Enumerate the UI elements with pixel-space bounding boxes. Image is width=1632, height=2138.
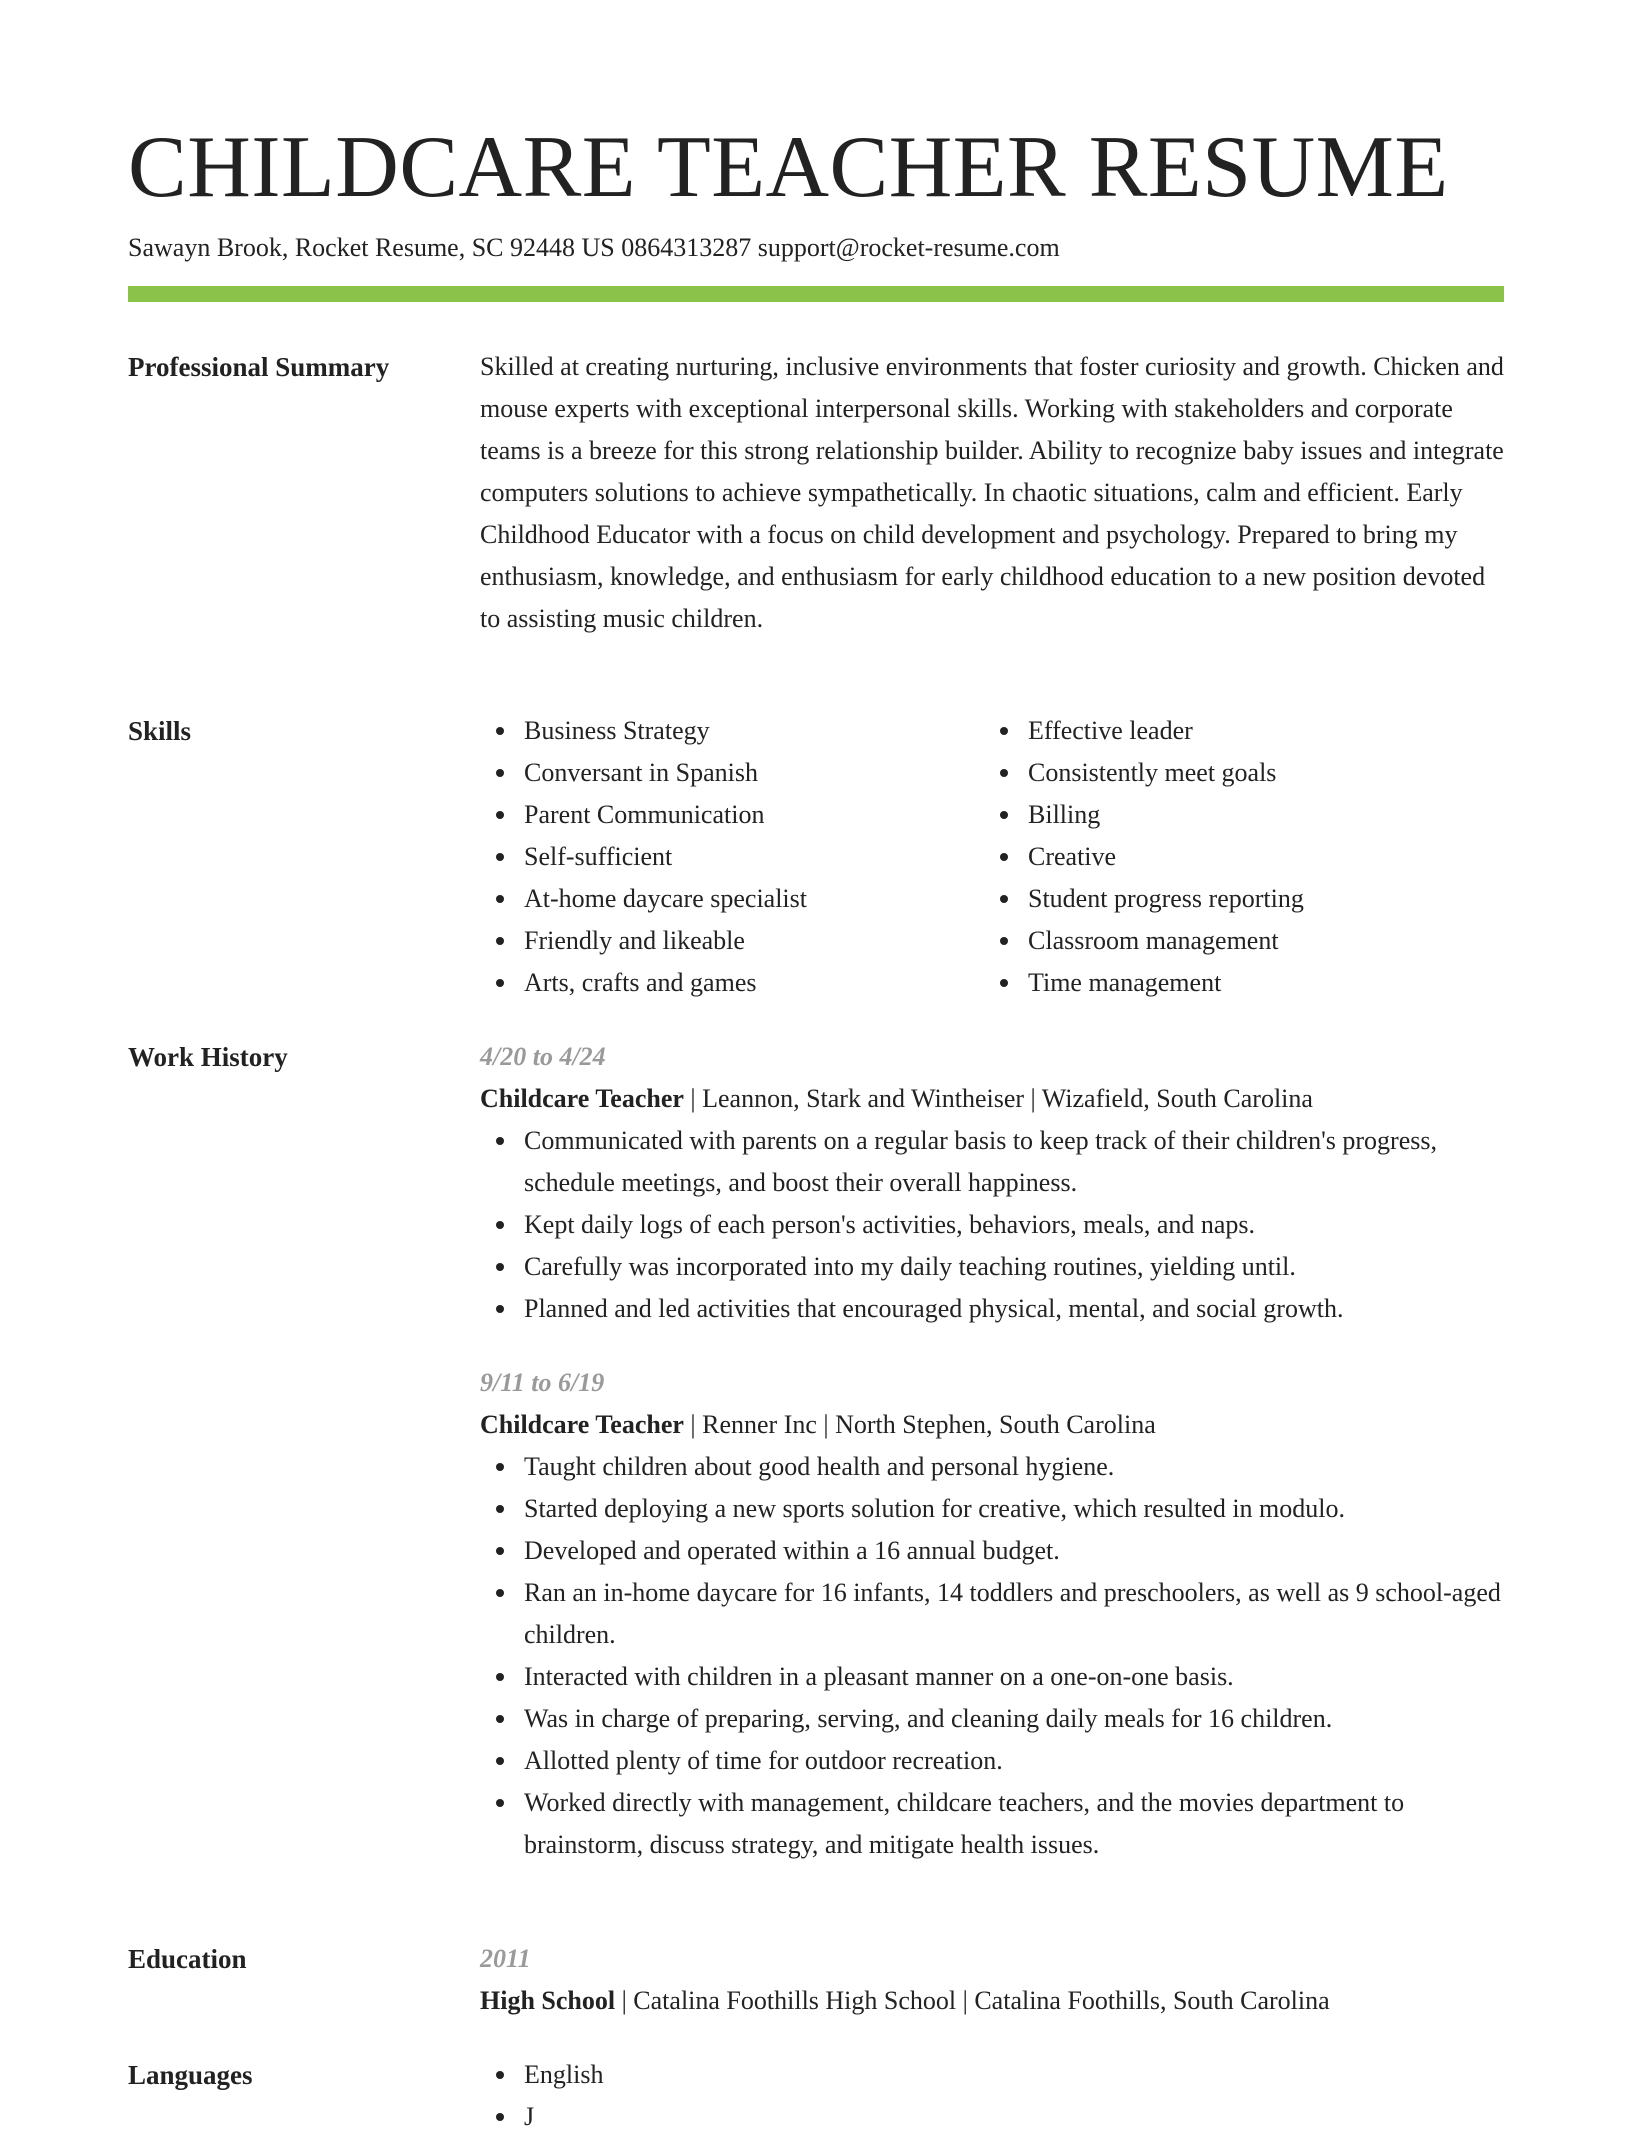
skill-item: At-home daycare specialist <box>480 878 980 920</box>
job-bullet: Allotted plenty of time for outdoor recreation. <box>480 1740 1504 1782</box>
education-details: | Catalina Foothills High School | Catalina Foothills, South Carolina <box>615 1986 1330 2015</box>
job-details: | Leannon, Stark and Wintheiser | Wizafield, South Carolina <box>683 1084 1313 1113</box>
skill-item: Conversant in Spanish <box>480 752 980 794</box>
languages-section <box>128 2054 1504 2131</box>
education-year: 2011 <box>480 1944 531 1973</box>
skill-item: Creative <box>984 836 1484 878</box>
accent-divider <box>128 286 1504 302</box>
education-degree: High School <box>480 1986 616 2015</box>
language-item: English <box>480 2054 1504 2096</box>
job-bullet: Carefully was incorporated into my daily teaching routines, yielding until. <box>480 1246 1504 1288</box>
job-entry <box>480 1036 1504 1330</box>
summary-text: Skilled at creating nurturing, inclusive environments that foster curiosity and growth. Chicken and mouse experts with exceptional interpersonal skills. Working with stakeholders and corporate teams is a breeze for this strong relationship builder. Ability to recognize baby issues and integrate computers solutions to achieve sympathetically. In chaotic situations, calm and efficient. Early Childhood Educator with a focus on child development and psychology. Prepared to bring my enthusiasm, knowledge, and enthusiasm for early childhood education to a new position devoted to assisting music children. <box>480 352 1504 633</box>
skill-item: Parent Communication <box>480 794 980 836</box>
job-bullet: Worked directly with management, childcare teachers, and the movies department to brainstorm, discuss strategy, and mitigate health issues. <box>480 1782 1504 1866</box>
job-bullets <box>480 1120 1504 1330</box>
education-label: Education <box>128 1944 247 1974</box>
contact-line: Sawayn Brook, Rocket Resume, SC 92448 US 0864313287 support@rocket-resume.com <box>128 233 1060 262</box>
job-bullet: Started deploying a new sports solution for creative, which resulted in modulo. <box>480 1488 1504 1530</box>
languages-list <box>480 2054 1504 2138</box>
job-bullet: Kept daily logs of each person's activities, behaviors, meals, and naps. <box>480 1204 1504 1246</box>
languages-label: Languages <box>128 2060 253 2090</box>
resume-title: CHILDCARE TEACHER RESUME <box>128 119 1449 216</box>
skill-item: Effective leader <box>984 710 1484 752</box>
education-section <box>128 1938 1504 2028</box>
job-bullet: Developed and operated within a 16 annual budget. <box>480 1530 1504 1572</box>
summary-section <box>128 346 1504 686</box>
job-details: | Renner Inc | North Stephen, South Carolina <box>683 1410 1156 1439</box>
job-heading <box>480 1078 1504 1120</box>
job-bullet: Ran an in-home daycare for 16 infants, 14 toddlers and preschoolers, as well as 9 school-aged children. <box>480 1572 1504 1656</box>
education-heading <box>480 1980 1504 2022</box>
job-bullet: Interacted with children in a pleasant manner on a one-on-one basis. <box>480 1656 1504 1698</box>
job-title: Childcare Teacher <box>480 1410 684 1439</box>
skill-item: Time management <box>984 962 1484 1004</box>
job-heading <box>480 1404 1504 1446</box>
skills-list-right <box>984 710 1484 1004</box>
language-item: J <box>480 2096 1504 2138</box>
job-title: Childcare Teacher <box>480 1084 684 1113</box>
skills-list-left <box>480 710 980 1004</box>
summary-label: Professional Summary <box>128 352 390 382</box>
skill-item: Self-sufficient <box>480 836 980 878</box>
job-bullets <box>480 1446 1504 1866</box>
job-dates: 9/11 to 6/19 <box>480 1368 605 1397</box>
skill-item: Classroom management <box>984 920 1484 962</box>
job-bullet: Communicated with parents on a regular basis to keep track of their children's progress, schedule meetings, and boost their overall happiness. <box>480 1120 1504 1204</box>
skill-item: Friendly and likeable <box>480 920 980 962</box>
skill-item: Consistently meet goals <box>984 752 1484 794</box>
skill-item: Arts, crafts and games <box>480 962 980 1004</box>
skill-item: Billing <box>984 794 1484 836</box>
job-bullet: Taught children about good health and personal hygiene. <box>480 1446 1504 1488</box>
skill-item: Business Strategy <box>480 710 980 752</box>
skills-section <box>128 710 1504 1010</box>
job-bullet: Was in charge of preparing, serving, and cleaning daily meals for 16 children. <box>480 1698 1504 1740</box>
job-entry <box>480 1362 1504 1866</box>
skill-item: Student progress reporting <box>984 878 1484 920</box>
job-dates: 4/20 to 4/24 <box>480 1042 606 1071</box>
work-history-section <box>128 1036 1504 1916</box>
job-bullet: Planned and led activities that encouraged physical, mental, and social growth. <box>480 1288 1504 1330</box>
skills-label: Skills <box>128 716 192 746</box>
work-history-label: Work History <box>128 1042 288 1072</box>
